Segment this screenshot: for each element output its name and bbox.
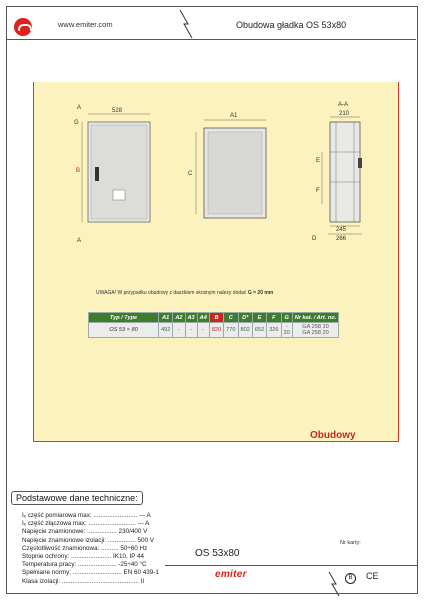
- table-cell: 820: [209, 323, 223, 338]
- label-b: B: [76, 168, 81, 174]
- table-header: A2: [173, 313, 185, 323]
- header: [6, 6, 416, 40]
- table-header: A1: [159, 313, 173, 323]
- model-name: OS 53x80: [195, 548, 240, 559]
- table-cell: 326: [267, 323, 281, 338]
- label-d: D: [312, 236, 317, 242]
- note-bold: G = 20 mm: [247, 290, 274, 296]
- area-border-right: [398, 82, 399, 442]
- dim-front-width: 528: [112, 108, 123, 114]
- technical-specs: [12, 488, 159, 588]
- category-label: Obudowy: [310, 430, 356, 441]
- spec-line: Spełniane normy: ............................ EN 60 439-1: [22, 569, 159, 577]
- table-header: F: [267, 313, 281, 323]
- label-a-bottom: A: [77, 238, 82, 244]
- table-cell: 802: [238, 323, 252, 338]
- table-cell-g-1: -: [285, 324, 288, 330]
- table-header: Nr kat. / Art. no.: [292, 313, 338, 323]
- note-body: UWAGA! W przypadku obudowy z daszkiem skośnym należy dodać: [96, 290, 248, 296]
- table-cell-g: [281, 323, 292, 338]
- brand-logo: emiter: [215, 569, 247, 580]
- ce-mark-icon: CE: [366, 571, 379, 581]
- area-border-bottom: [33, 441, 399, 442]
- certifications: [345, 571, 379, 584]
- table-cell: -: [197, 323, 209, 338]
- inner-view: [188, 113, 317, 242]
- table-cell: 652: [252, 323, 266, 338]
- dim-side-245: 245: [336, 227, 347, 233]
- table-header: B: [209, 313, 223, 323]
- technical-drawings: [60, 100, 370, 250]
- spec-line: Temperatura pracy: ...................... -25÷40 °C: [22, 561, 147, 569]
- table-header: A4: [197, 313, 209, 323]
- label-a1: A1: [230, 113, 238, 119]
- table-cell-art-1: GA 258 10: [302, 324, 329, 330]
- table-header-row: [89, 313, 339, 323]
- dimension-table: [88, 312, 339, 338]
- table-header: E: [252, 313, 266, 323]
- table-cell-g-2: 20: [283, 330, 290, 336]
- divider: [165, 565, 417, 566]
- table-header: D*: [238, 313, 252, 323]
- spec-line: Klasa izolacji: ............................................ II: [22, 577, 145, 585]
- section-label: A-A: [338, 102, 349, 108]
- spec-line: Napięcie znamionowe izolacji: ................ 500 V: [22, 536, 154, 544]
- table-cell: 492: [159, 323, 173, 338]
- label-e: E: [316, 158, 321, 164]
- table-header: C: [224, 313, 238, 323]
- spec-line: Częstotliwość znamionowa: .......... 50÷60 Hz: [22, 544, 148, 552]
- table-cell: -: [173, 323, 185, 338]
- table-cell-art-2: GA 258 20: [302, 330, 329, 336]
- spec-line: Stopnie ochrony: ....................... IK10, IP 44: [22, 553, 145, 561]
- b-cert-icon: B: [345, 573, 356, 584]
- page-title: Obudowa gładka OS 53x80: [236, 20, 347, 30]
- area-border-left: [33, 82, 34, 442]
- table-cell: 770: [224, 323, 238, 338]
- spec-line: Iₓ część złączowa max: ........................... --- A: [22, 520, 150, 528]
- table-cell: OS 53 × 80: [89, 323, 159, 338]
- note-text: [96, 290, 273, 296]
- card-number-label: Nr karty:: [340, 540, 361, 546]
- spec-line: Iₓ część pomiarowa max: ......................... --- A: [22, 512, 151, 519]
- label-g: G: [74, 120, 79, 126]
- zigzag-divider-icon: [325, 571, 345, 597]
- emiter-logo-icon: [14, 18, 32, 36]
- specs-title: Podstawowe dane techniczne:: [11, 491, 143, 505]
- table-cell-art: [292, 323, 338, 338]
- title-block: [165, 539, 417, 594]
- label-a-left: A: [77, 105, 82, 111]
- front-view: [74, 105, 150, 244]
- website-url[interactable]: www.emiter.com: [58, 20, 113, 29]
- section-view: [316, 102, 362, 242]
- label-f: F: [316, 188, 320, 194]
- label-c: C: [188, 171, 193, 177]
- table-header: G: [281, 313, 292, 323]
- dim-side-width: 210: [339, 111, 350, 117]
- specs-list: [22, 512, 159, 586]
- table-header: A3: [185, 313, 197, 323]
- dim-side-266: 266: [336, 236, 347, 242]
- zigzag-divider-icon: [176, 8, 196, 40]
- table-row: [89, 323, 339, 338]
- table-cell: -: [185, 323, 197, 338]
- spec-line: Napięcie znamionowe: ................. 230/400 V: [22, 528, 148, 536]
- table-header: Typ / Type: [89, 313, 159, 323]
